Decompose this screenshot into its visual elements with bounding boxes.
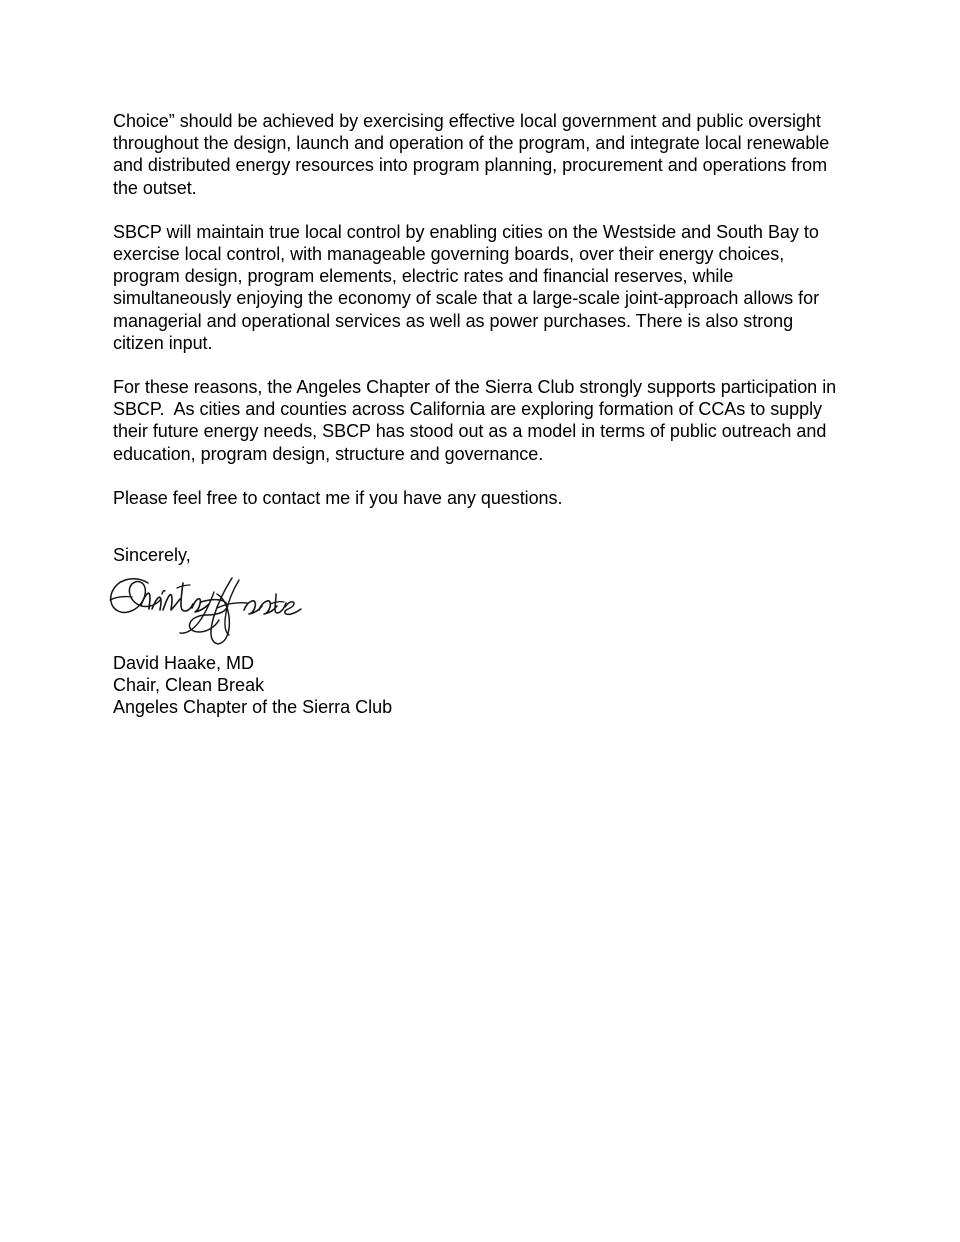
paragraph-4: Please feel free to contact me if you have any questions. bbox=[113, 487, 563, 508]
signer-organization: Angeles Chapter of the Sierra Club bbox=[113, 697, 393, 718]
paragraph-1: Choice” should be achieved by exercising effective local government and public oversight throughout the design, launch and operation of the program, and integrate local renewable and distributed energy resources into program planning, procurement and operations from the outset. bbox=[113, 111, 835, 198]
signer-title: Chair, Clean Break bbox=[113, 675, 265, 696]
signature-image bbox=[104, 570, 304, 648]
closing-salutation bbox=[113, 544, 713, 566]
closing-text: Sincerely, bbox=[113, 545, 191, 565]
letter-body bbox=[113, 110, 848, 509]
paragraph-3: For these reasons, the Angeles Chapter of the Sierra Club strongly supports participation in SBCP. As cities and counties across California are exploring formation of CCAs to supply their future energy needs, SBCP has stood out as a model in terms of public outreach and education, program design, structure and governance. bbox=[113, 377, 842, 464]
paragraph-2: SBCP will maintain true local control by enabling cities on the Westside and South Bay to exercise local control, with manageable governing boards, over their energy choices, program design, program elements, electric rates and financial reserves, while simultaneously enjoying the economy of scale that a large-scale joint-approach allows for managerial and operational services as well as power purchases. There is also strong citizen input. bbox=[113, 221, 825, 353]
signer-name: David Haake, MD bbox=[113, 653, 255, 673]
signature-block bbox=[113, 652, 613, 719]
